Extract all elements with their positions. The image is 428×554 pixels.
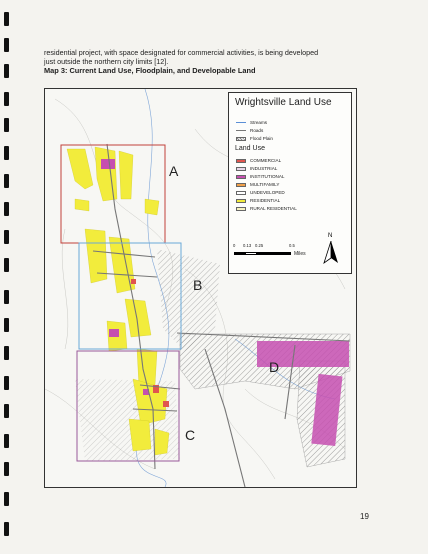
page-text-block <box>44 48 384 76</box>
page-number: 19 <box>360 512 369 521</box>
legend-land-use-heading: Land Use <box>235 145 265 152</box>
scale-tick: 0.25 <box>255 243 264 248</box>
legend-item-residential: RESIDENTIAL <box>236 197 280 204</box>
legend-item-roads: Roads <box>236 127 263 134</box>
legend-title: Wrightsville Land Use <box>235 97 332 108</box>
color-swatch <box>236 207 246 211</box>
body-text-line: just outside the northern city limits [12]. <box>44 57 169 66</box>
binder-holes <box>0 0 16 554</box>
hatch-swatch-icon <box>236 137 246 141</box>
area-label-b: B <box>193 277 203 293</box>
scale-tick: 0 <box>233 243 236 248</box>
color-swatch <box>236 159 246 163</box>
road-line-icon <box>236 130 246 131</box>
map-heading: Map 3: Current Land Use, Floodplain, and Developable Land <box>44 66 256 75</box>
legend-item-commercial: COMMERCIAL <box>236 157 281 164</box>
color-swatch <box>236 191 246 195</box>
color-swatch <box>236 199 246 203</box>
north-arrow-icon <box>323 235 339 265</box>
area-label-d: D <box>269 359 280 375</box>
scale-tick: 0.13 <box>243 243 252 248</box>
legend-item-industrial: INDUSTRIAL <box>236 165 277 172</box>
body-text-line: residential project, with space designated for commercial activities, is being developed <box>44 48 319 57</box>
legend-item-multifamily: MULTIFAMILY <box>236 181 279 188</box>
area-label-c: C <box>185 427 196 443</box>
stream-line-icon <box>236 122 246 123</box>
legend-item-rural-residential: RURAL RESIDENTIAL <box>236 205 297 212</box>
area-label-a: A <box>169 163 179 179</box>
scale-unit: Miles <box>294 251 306 257</box>
legend-item-flood-plain: Flood Plain <box>236 135 273 142</box>
land-use-map <box>44 88 357 488</box>
color-swatch <box>236 167 246 171</box>
legend-item-streams: Streams <box>236 119 267 126</box>
color-swatch <box>236 183 246 187</box>
scale-tick: 0.5 <box>289 243 295 248</box>
north-label: N <box>328 233 333 239</box>
scale-bar <box>231 243 315 265</box>
legend-item-undeveloped: UNDEVELOPED <box>236 189 285 196</box>
map-legend <box>228 92 352 274</box>
color-swatch <box>236 175 246 179</box>
legend-item-institutional: INSTITUTIONAL <box>236 173 284 180</box>
